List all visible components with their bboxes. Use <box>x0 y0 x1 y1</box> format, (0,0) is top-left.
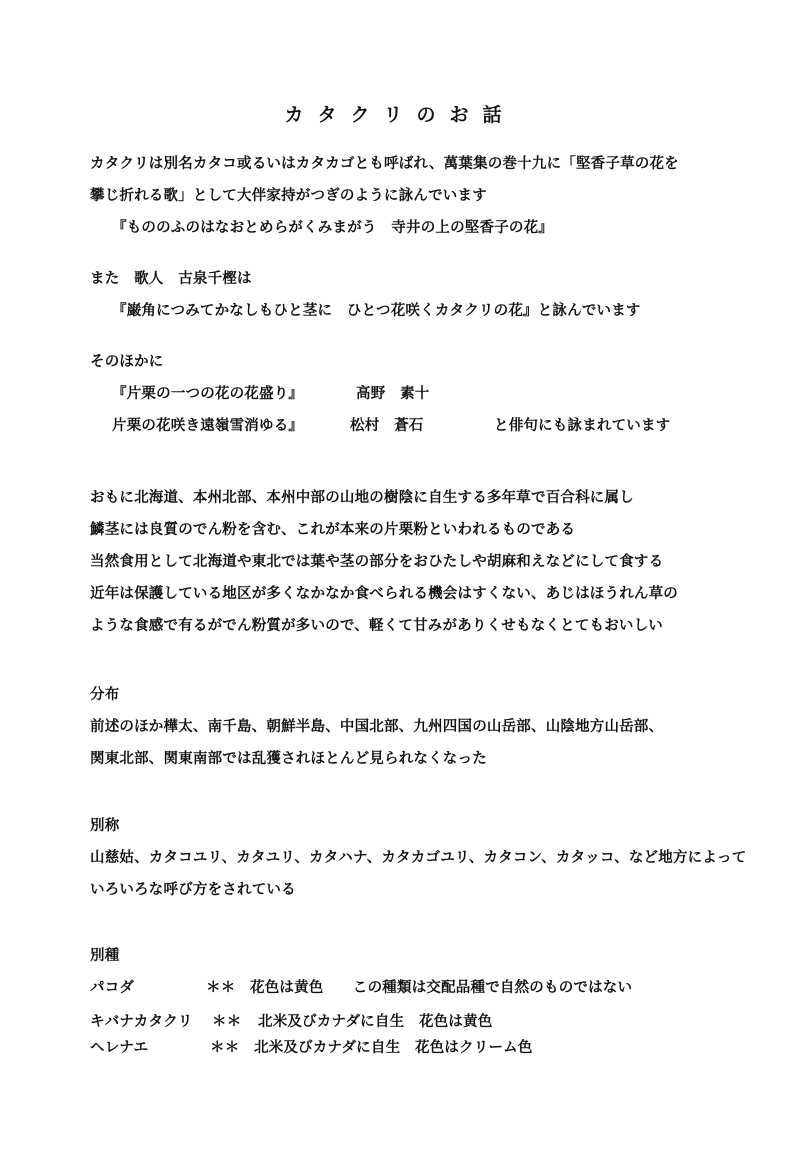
aliases-heading: 別称 <box>90 818 120 834</box>
variety-description: 北米及びカナダに自生 花色はクリーム色 <box>254 1040 533 1056</box>
koizumi-line: また 歌人 古泉千樫は <box>90 271 252 287</box>
variety-description: 花色は黄色 この種類は交配品種で自然のものではない <box>250 980 633 996</box>
variety-mark: ＊＊ <box>212 1014 242 1030</box>
description-line-3: 当然食用として北海道や東北では葉や茎の部分をおひたしや胡麻和えなどにして食する <box>90 554 664 570</box>
distribution-line-1: 前述のほか樺太、南千島、朝鮮半島、中国北部、九州四国の山岳部、山陰地方山岳部、 <box>90 719 664 735</box>
distribution-line-2: 関東北部、関東南部では乱獲されほとんど見られなくなった <box>90 751 487 767</box>
description-line-5: ような食感で有るがでん粉質が多いので、軽くて甘みがありくせもなくとてもおいしい <box>90 618 664 634</box>
intro-poem: 『もののふのはなおとめらがくみまがう 寺井の上の堅香子の花』 <box>112 220 553 236</box>
koizumi-poem: 『巌角につみてかなしもひと茎に ひとつ花咲くカタクリの花』と詠んでいます <box>112 303 641 319</box>
variety-name: キバナカタクリ <box>90 1014 193 1030</box>
variety-description: 北米及びカナダに自生 花色は黄色 <box>258 1014 493 1030</box>
description-line-2: 鱗茎には良質のでん粉を含む、これが本来の片栗粉といわれるものである <box>90 522 576 538</box>
distribution-heading: 分布 <box>90 687 120 703</box>
haiku-1: 『片栗の一つの花の花盛り』 <box>112 386 304 402</box>
variety-name: パコダ <box>90 980 135 996</box>
others-heading: そのほかに <box>90 354 164 370</box>
haiku-tail: と俳句にも詠まれています <box>494 418 671 434</box>
description-line-4: 近年は保護している地区が多くなかなか食べられる機会はすくない、あじはほうれん草の <box>90 586 678 602</box>
haiku-2-author: 松村 蒼石 <box>350 418 424 434</box>
intro-line-1: カタクリは別名カタコ或るいはカタカゴとも呼ばれ、萬葉集の巻十九に「堅香子草の花を <box>90 156 679 172</box>
intro-line-2: 攀じ折れる歌」として大伴家持がつぎのように詠んでいます <box>90 188 487 204</box>
aliases-line-2: いろいろな呼び方をされている <box>90 882 296 898</box>
description-line-1: おもに北海道、本州北部、本州中部の山地の樹陰に自生する多年草で百合科に属し <box>90 490 634 506</box>
variety-name: ヘレナエ <box>90 1040 149 1056</box>
aliases-line-1: 山慈姑、カタコユリ、カタユリ、カタハナ、カタカゴユリ、カタコン、カタッコ、など地方によって <box>90 850 747 866</box>
variety-mark: ＊＊ <box>210 1040 240 1056</box>
haiku-1-author: 高野 素十 <box>356 386 430 402</box>
page-title: カタクリのお話 <box>284 104 516 126</box>
variety-mark: ＊＊ <box>206 980 236 996</box>
varieties-heading: 別種 <box>90 948 120 964</box>
haiku-2: 片栗の花咲き遠嶺雪消ゆる』 <box>112 418 304 434</box>
